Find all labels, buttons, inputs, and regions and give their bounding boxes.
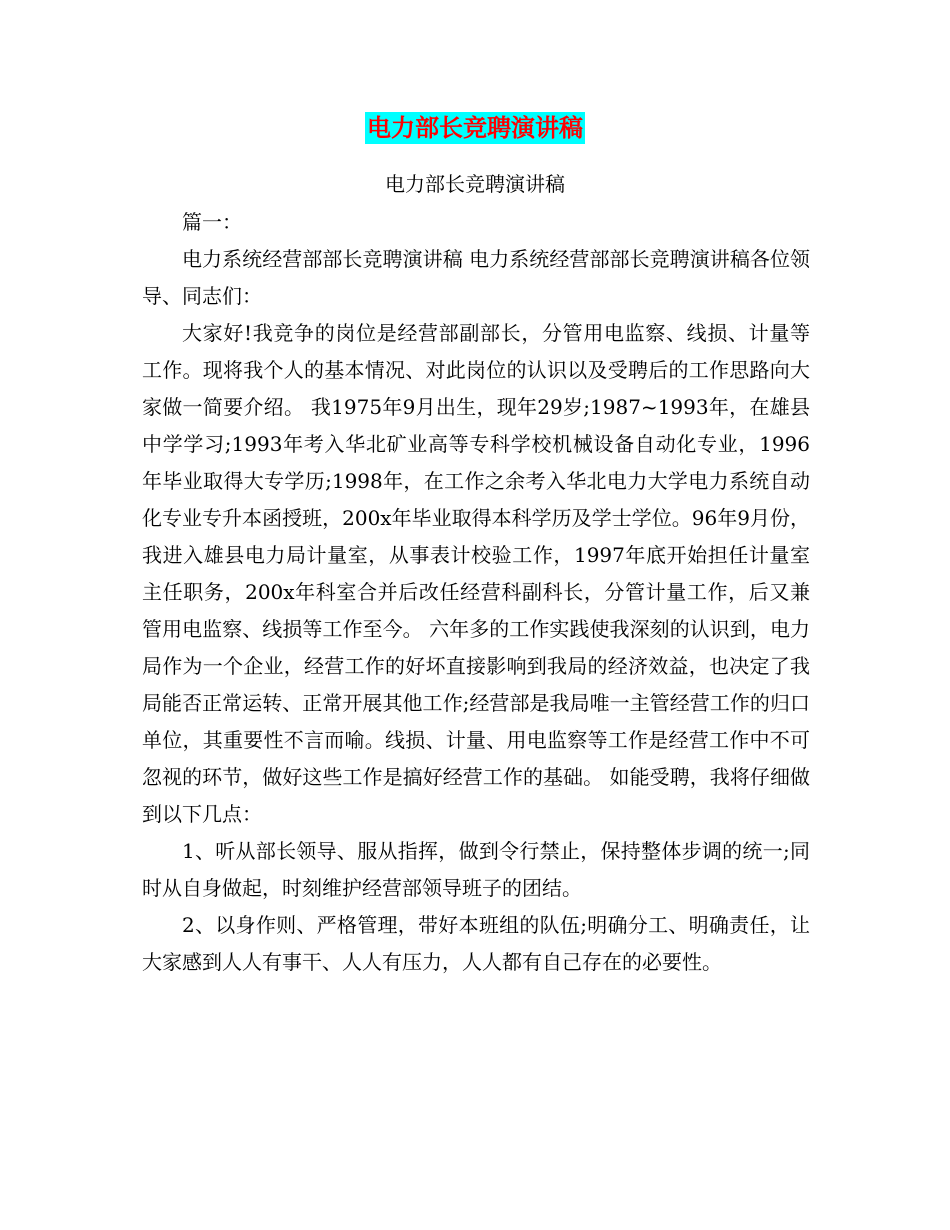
title-container	[0, 112, 950, 144]
paragraph: 1、听从部长领导、服从指挥，做到令行禁止，保持整体步调的统一;同时从自身做起，时刻维护经营部领导班子的团结。	[142, 839, 810, 900]
document-title: 电力部长竞聘演讲稿	[367, 113, 583, 142]
paragraph: 2、以身作则、严格管理，带好本班组的队伍;明确分工、明确责任，让大家感到人人有事干、人人有压力，人人都有自己存在的必要性。	[142, 913, 810, 974]
paragraph: 篇一：	[182, 210, 242, 234]
document-body	[142, 204, 810, 981]
document-subtitle: 电力部长竞聘演讲稿	[385, 172, 565, 196]
paragraph: 大家好!我竞争的岗位是经营部副部长，分管用电监察、线损、计量等工作。现将我个人的基本情况、对此岗位的认识以及受聘后的工作思路向大家做一简要介绍。 我1975年9月出生，现年29岁;1987~1993年，在雄县中学学习;1993年考入华北矿业高等专科学校机械设备自动化专业，1996年毕业取得大专学历;1998年，在工作之余考入华北电力大学电力系统自动化专业专升本函授班，200x年毕业取得本科学历及学士学位。96年9月份，我进入雄县电力局计量室，从事表计校验工作，1997年底开始担任计量室主任职务，200x年科室合并后改任经营科副科长，分管计量工作，后又兼管用电监察、线损等工作至今。 六年多的工作实践使我深刻的认识到，电力局作为一个企业，经营工作的好坏直接影响到我局的经济效益，也决定了我局能否正常运转、正常开展其他工作;经营部是我局唯一主管经营工作的归口单位，其重要性不言而喻。线损、计量、用电监察等工作是经营工作中不可忽视的环节，做好这些工作是搞好经营工作的基础。 如能受聘，我将仔细做到以下几点：	[142, 321, 810, 826]
paragraph: 电力系统经营部部长竞聘演讲稿 电力系统经营部部长竞聘演讲稿各位领导、同志们：	[142, 247, 810, 308]
